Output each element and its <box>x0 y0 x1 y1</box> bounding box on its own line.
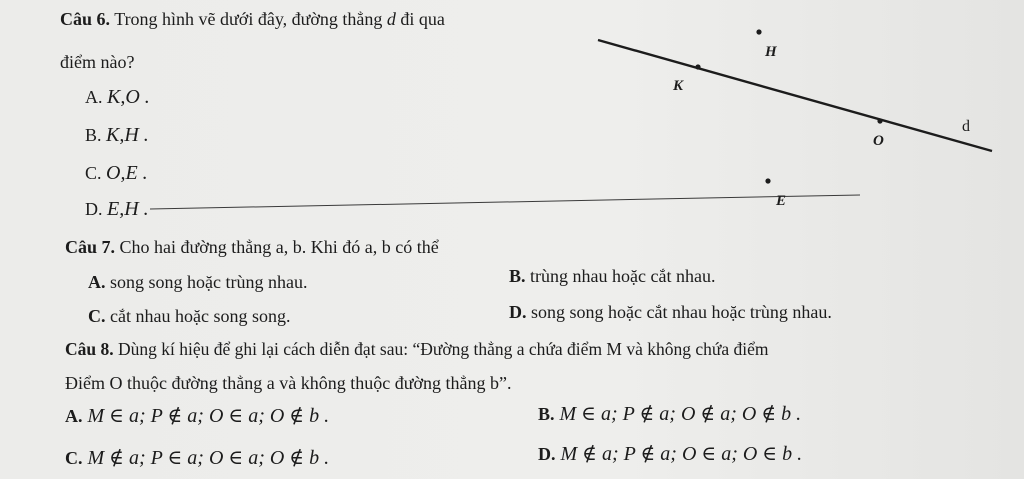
q8-option-b <box>538 403 801 425</box>
q8-option-c <box>65 447 329 469</box>
q6-label: Câu 6. <box>60 9 111 29</box>
q7-option-a <box>88 271 307 293</box>
point-o <box>877 118 882 123</box>
label-h: H <box>765 44 777 60</box>
point-e <box>765 178 770 183</box>
q7-option-d-text: song song hoặc cắt nhau hoặc trùng nhau. <box>531 302 832 322</box>
q8-option-d-text: M ∉ a; P ∉ a; O ∈ a; O ∈ b . <box>560 443 803 465</box>
q8-option-a-letter: A. <box>65 406 83 426</box>
q7-option-a-letter: A. <box>88 272 106 292</box>
q8-line2: Điểm O thuộc đường thẳng a và không thuộc đường thẳng b”. <box>65 373 512 393</box>
q8-label: Câu 8. <box>65 339 114 359</box>
q7-option-a-text: song song hoặc trùng nhau. <box>110 272 308 292</box>
q6-option-a-text: K,O . <box>107 86 150 108</box>
q7-option-c <box>88 305 290 327</box>
q8-option-a <box>65 405 329 427</box>
label-e: E <box>776 193 787 209</box>
q8-option-b-text: M ∈ a; P ∉ a; O ∉ a; O ∉ b . <box>559 403 802 425</box>
q8-line1 <box>65 338 769 360</box>
q6-option-b-letter: B. <box>85 125 102 145</box>
q7-option-b <box>509 265 715 287</box>
q6-line-var: d <box>386 9 396 29</box>
q6-option-b-text: K,H . <box>106 124 149 146</box>
q6-option-d-text: E,H . <box>107 198 149 220</box>
q6-option-d-letter: D. <box>85 199 103 219</box>
label-o: O <box>873 133 884 149</box>
q7-option-d-letter: D. <box>509 302 527 322</box>
point-h <box>756 29 761 34</box>
q6-option-c-text: O,E . <box>106 162 148 184</box>
line-d <box>598 40 992 151</box>
q8-option-b-letter: B. <box>538 404 555 424</box>
q8-option-a-text: M ∈ a; P ∉ a; O ∈ a; O ∉ b . <box>87 405 330 427</box>
q6-text1: Trong hình vẽ dưới đây, đường thẳng <box>114 9 383 29</box>
horizontal-rule <box>150 195 860 209</box>
q6-text2: đi qua <box>400 9 445 29</box>
label-d: d <box>962 118 970 135</box>
q7-text: Cho hai đường thẳng a, b. Khi đó a, b có thể <box>119 237 439 257</box>
q7-option-b-text: trùng nhau hoặc cắt nhau. <box>530 266 716 286</box>
q6-text3: điểm nào? <box>60 52 135 72</box>
q8-option-d-letter: D. <box>538 444 556 464</box>
q7-option-d <box>509 301 832 323</box>
q6-option-a-letter: A. <box>85 87 103 107</box>
label-k: K <box>673 78 684 94</box>
q7-line <box>65 236 439 258</box>
q7-option-c-text: cắt nhau hoặc song song. <box>110 306 291 326</box>
q8-text1: Dùng kí hiệu để ghi lại cách diễn đạt sau: “Đường thẳng a chứa điểm M và không chứa điểm <box>118 339 769 359</box>
q8-option-c-letter: C. <box>65 448 83 468</box>
q7-option-b-letter: B. <box>509 266 526 286</box>
point-k <box>695 64 700 69</box>
q6-option-c-letter: C. <box>85 163 102 183</box>
q7-option-c-letter: C. <box>88 306 106 326</box>
q8-option-c-text: M ∉ a; P ∈ a; O ∈ a; O ∉ b . <box>87 447 330 469</box>
q8-option-d <box>538 443 802 465</box>
q7-label: Câu 7. <box>65 237 116 257</box>
